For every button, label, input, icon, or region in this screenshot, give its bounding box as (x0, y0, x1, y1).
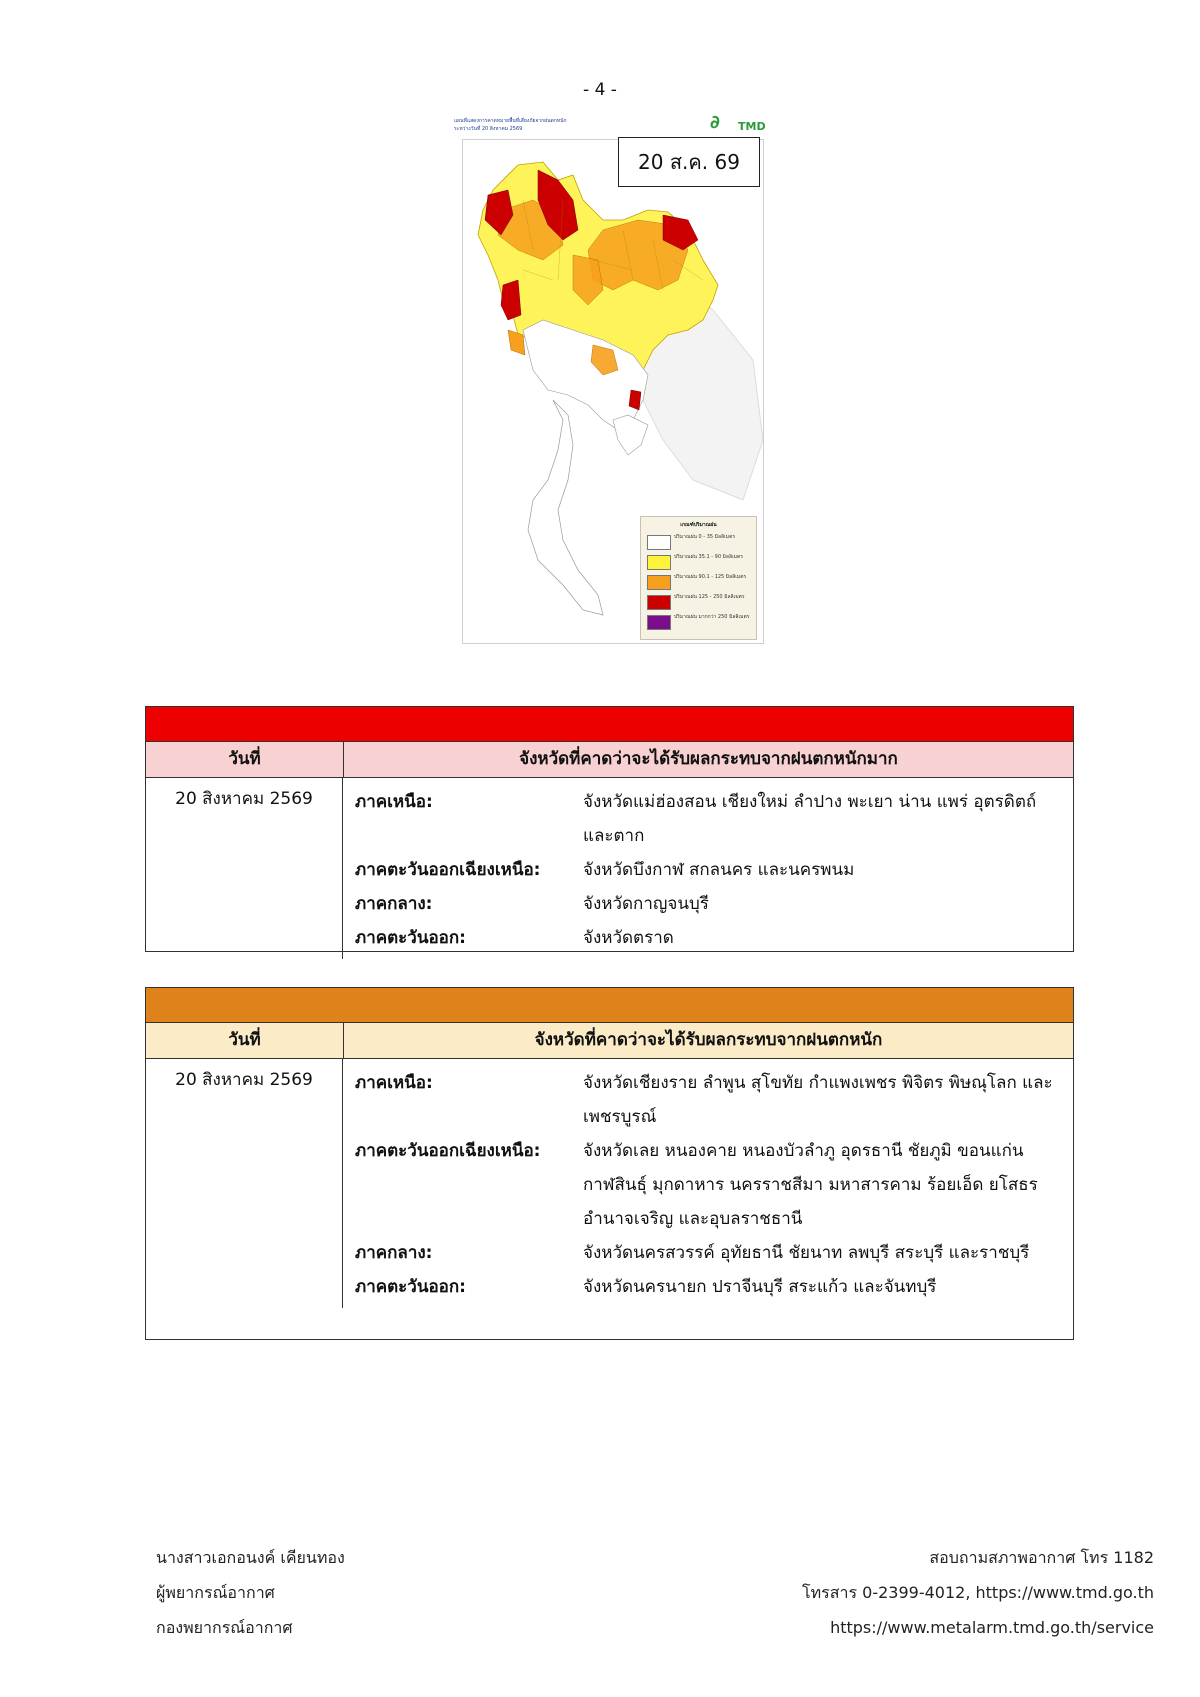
map-date-label: 20 ส.ค. 69 (618, 137, 760, 187)
region-provinces: จังหวัดแม่ฮ่องสอน เชียงใหม่ ลำปาง พะเยา น่าน แพร่ อุตรดิตถ์ และตาก (583, 792, 1037, 846)
region-provinces: จังหวัดนครสวรรค์ อุทัยธานี ชัยนาท ลพบุรี สระบุรี และราชบุรี (583, 1243, 1030, 1263)
forecast-date: 20 สิงหาคม 2569 (146, 778, 343, 959)
region-provinces: จังหวัดเชียงราย ลำพูน สุโขทัย กำแพงเพชร พิจิตร พิษณุโลก และเพชรบูรณ์ (583, 1073, 1053, 1127)
legend-swatch (647, 595, 671, 610)
forecaster-title: ผู้พยากรณ์อากาศ (156, 1583, 275, 1602)
region-row (355, 887, 1073, 921)
region-name: ภาคตะวันออก: (355, 1277, 466, 1297)
very-heavy-rain-table (145, 706, 1074, 952)
header-provinces: จังหวัดที่คาดว่าจะได้รับผลกระทบจากฝนตกหนักมาก (519, 749, 898, 769)
region-row (355, 921, 1073, 955)
region-row (355, 1066, 1073, 1134)
tmd-logo-text: TMD (738, 120, 766, 133)
legend-label: ปริมาณฝน 0 - 35 มิลลิเมตร (674, 534, 736, 540)
region-row (355, 1270, 1073, 1304)
region-name: ภาคตะวันออกเฉียงเหนือ: (355, 860, 541, 880)
tmd-logo-icon: ∂ (710, 112, 720, 133)
region-provinces: จังหวัดกาญจนบุรี (583, 894, 709, 914)
table-row (146, 1059, 1073, 1308)
legend-swatch (647, 615, 671, 630)
legend-swatch (647, 575, 671, 590)
contact-info-block (802, 1540, 1154, 1645)
legend-label: ปริมาณฝน 125 - 250 มิลลิเมตร (674, 594, 745, 600)
region-name: ภาคตะวันออก: (355, 928, 466, 948)
table-row (146, 778, 1073, 959)
region-row (355, 785, 1073, 853)
forecaster-name: นางสาวเอกอนงค์ เคียนทอง (156, 1548, 345, 1567)
region-name: ภาคกลาง: (355, 894, 433, 914)
forecaster-signature-block (156, 1540, 345, 1645)
contact-fax-website: โทรสาร 0-2399-4012, https://www.tmd.go.th (802, 1583, 1154, 1602)
legend-swatch (647, 535, 671, 550)
severity-band-orange (146, 988, 1073, 1023)
legend-item (647, 613, 755, 631)
legend-item (647, 573, 755, 591)
header-provinces: จังหวัดที่คาดว่าจะได้รับผลกระทบจากฝนตกหนัก (534, 1030, 883, 1050)
forecast-date: 20 สิงหาคม 2569 (146, 1059, 343, 1308)
heavy-rain-table (145, 987, 1074, 1340)
legend-item (647, 533, 755, 551)
map-header (452, 112, 766, 136)
regions-cell (343, 778, 1073, 959)
legend-label: ปริมาณฝน มากกว่า 250 มิลลิเมตร (674, 614, 750, 620)
table-header (146, 742, 1073, 778)
region-provinces: จังหวัดบึงกาฬ สกลนคร และนครพนม (583, 860, 855, 880)
header-date: วันที่ (146, 742, 344, 777)
regions-cell (343, 1059, 1073, 1308)
legend-title: เกณฑ์ปริมาณฝน (680, 522, 717, 528)
tmd-logo (710, 112, 766, 136)
legend-swatch (647, 555, 671, 570)
region-name: ภาคตะวันออกเฉียงเหนือ: (355, 1141, 541, 1161)
map-legend (640, 516, 757, 640)
region-row (355, 1134, 1073, 1236)
severity-band-red (146, 707, 1073, 742)
region-name: ภาคเหนือ: (355, 1073, 433, 1093)
contact-phone: สอบถามสภาพอากาศ โทร 1182 (929, 1548, 1154, 1567)
region-name: ภาคเหนือ: (355, 792, 433, 812)
region-row (355, 1236, 1073, 1270)
page-number: - 4 - (583, 80, 617, 100)
region-row (355, 853, 1073, 887)
map-header-title: แผนที่แสดงการคาดหมายพื้นที่เสี่ยงภัยจากฝนตกหนัก (454, 118, 567, 124)
contact-metalarm-link: https://www.metalarm.tmd.go.th/service (830, 1618, 1154, 1637)
region-provinces: จังหวัดตราด (583, 928, 674, 948)
region-provinces: จังหวัดเลย หนองคาย หนองบัวลำภู อุดรธานี ชัยภูมิ ขอนแก่น กาฬสินธุ์ มุกดาหาร นครราชสีมา มหาสารคาม ร้อยเอ็ด ยโสธร อำนาจเจริญ และอุบลราชธานี (583, 1141, 1038, 1229)
region-provinces: จังหวัดนครนายก ปราจีนบุรี สระแก้ว และจันทบุรี (583, 1277, 937, 1297)
legend-item (647, 593, 755, 611)
table-header (146, 1023, 1073, 1059)
legend-label: ปริมาณฝน 35.1 - 90 มิลลิเมตร (674, 554, 743, 560)
region-name: ภาคกลาง: (355, 1243, 433, 1263)
map-header-subtitle: ระหว่างวันที่ 20 สิงหาคม 2569 (454, 126, 523, 132)
forecaster-division: กองพยากรณ์อากาศ (156, 1618, 293, 1637)
legend-label: ปริมาณฝน 90.1 - 125 มิลลิเมตร (674, 574, 747, 580)
header-date: วันที่ (146, 1023, 344, 1058)
legend-item (647, 553, 755, 571)
